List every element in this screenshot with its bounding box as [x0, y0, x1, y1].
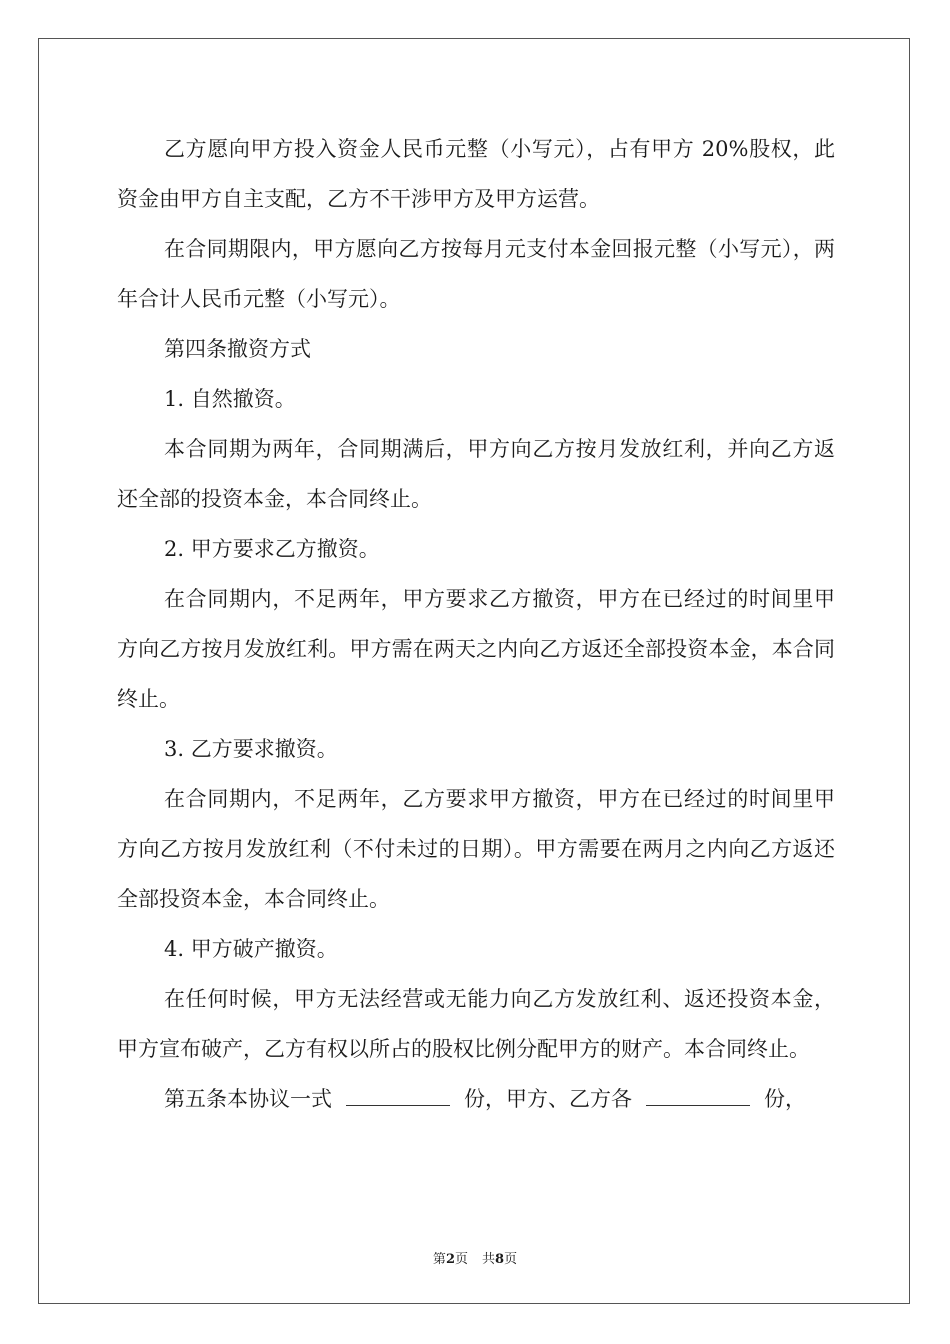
- clause-1-heading: 1. 自然撤资。: [164, 387, 296, 411]
- page-current: 2: [445, 1252, 455, 1267]
- article-five-line: [117, 1074, 835, 1124]
- total-prefix: 共: [482, 1252, 496, 1267]
- article-five-text-3: 份，: [764, 1087, 806, 1111]
- clause-4-body: 在任何时候，甲方无法经营或无能力向乙方发放红利、返还投资本金，甲方宣布破产，乙方有权以所占的股权比例分配甲方的财产。本合同终止。: [117, 987, 835, 1061]
- article-four-heading: 第四条撤资方式: [164, 337, 311, 361]
- page-suffix: 页: [454, 1252, 468, 1267]
- page-prefix: 第: [432, 1252, 446, 1267]
- article-five-text-2: 份，甲方、乙方各: [464, 1087, 632, 1111]
- clause-3-body: 在合同期内，不足两年，乙方要求甲方撤资，甲方在已经过的时间里甲方向乙方按月发放红利（不付未过的日期）。甲方需要在两月之内向乙方返还全部投资本金，本合同终止。: [117, 787, 835, 911]
- clause-4-heading: 4. 甲方破产撤资。: [164, 937, 338, 961]
- total-count: 8: [495, 1252, 505, 1267]
- clause-3-heading: 3. 乙方要求撤资。: [164, 737, 338, 761]
- page-footer: [0, 1248, 950, 1267]
- document-body: [117, 124, 835, 1124]
- article-five-text-1: 第五条本协议一式: [164, 1087, 332, 1111]
- paragraph-return: 在合同期限内，甲方愿向乙方按每月元支付本金回报元整（小写元），两年合计人民币元整（小写元）。: [117, 237, 835, 311]
- copies-total-blank: [346, 1085, 450, 1106]
- page-number: [433, 1252, 468, 1267]
- paragraph-investment: 乙方愿向甲方投入资金人民币元整（小写元），占有甲方 20%股权，此资金由甲方自主支配，乙方不干涉甲方及甲方运营。: [117, 137, 835, 211]
- clause-2-heading: 2. 甲方要求乙方撤资。: [164, 537, 380, 561]
- total-suffix: 页: [504, 1252, 518, 1267]
- clause-1-body: 本合同期为两年，合同期满后，甲方向乙方按月发放红利，并向乙方返还全部的投资本金，本合同终止。: [117, 437, 835, 511]
- page-total: [482, 1252, 517, 1267]
- copies-each-blank: [646, 1085, 750, 1106]
- clause-2-body: 在合同期内，不足两年，甲方要求乙方撤资，甲方在已经过的时间里甲方向乙方按月发放红利。甲方需在两天之内向乙方返还全部投资本金，本合同终止。: [117, 587, 835, 711]
